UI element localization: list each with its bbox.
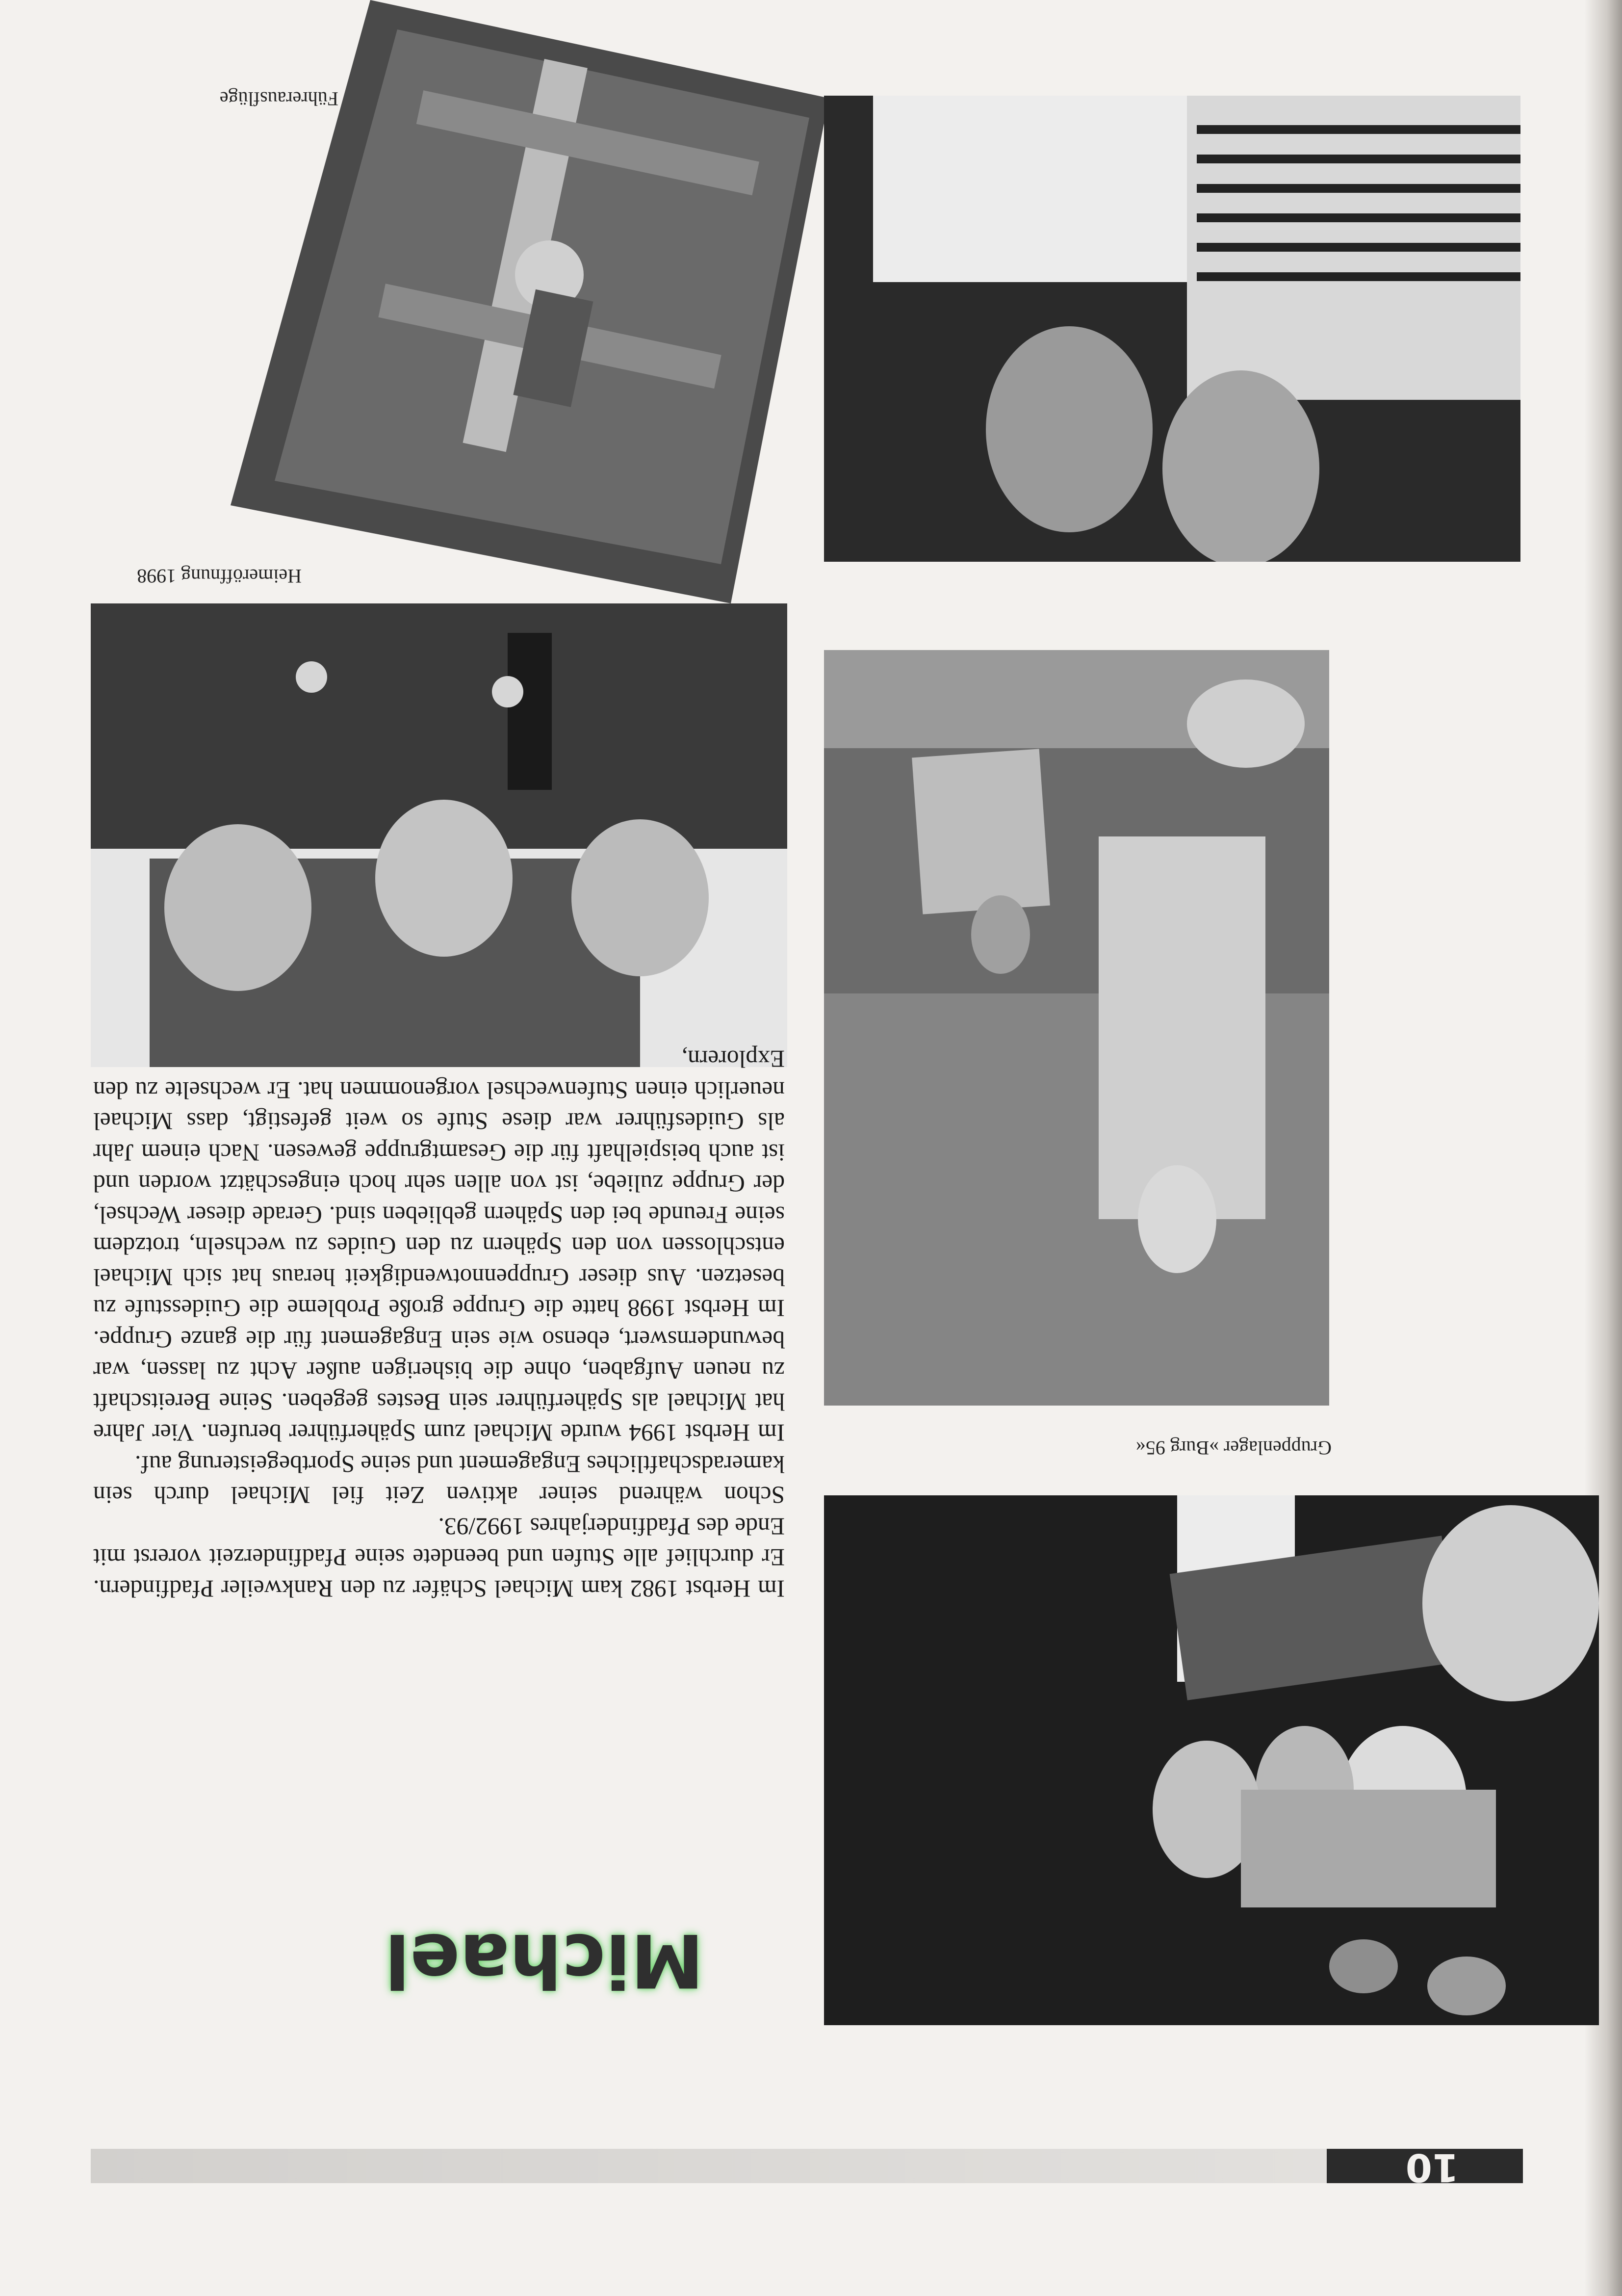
caption-gruppenlager-burg: Gruppenlager »Burg 95« (1135, 1437, 1332, 1459)
caption-fuehrerausfluege: Führerausflüge (219, 88, 338, 110)
caption-heimeroeffnung: Heimeröffnung 1998 (137, 565, 302, 587)
photo-heimeroeffnung-image (91, 603, 787, 1067)
photo-two-people-image (824, 96, 1520, 562)
page-number: 10 (1405, 2145, 1459, 2189)
footer-bar (91, 2149, 1327, 2183)
photo-gruppenlager-burg-image (824, 650, 1329, 1406)
paragraph-1: Im Herbst 1982 kam Michael Schäfer zu den Rankweiler Pfadfindern. Er durchlief alle Stufen und beendete seine Pfadfinderzeit vorerst mit Ende des Pfadfinderjahres 1992/93. (93, 1513, 785, 1602)
paragraph-2: Schon während seiner aktiven Zeit fiel Michael durch sein kameradschaftliches Engagement und seine Sportbegeisterung auf. (93, 1451, 785, 1509)
photo-group-evening (824, 1495, 1599, 2025)
photo-two-people (824, 96, 1520, 562)
photo-group-evening-image (824, 1495, 1599, 2025)
paragraph-3: Im Herbst 1994 wurde Michael zum Späherführer berufen. Vier Jahre hat Michael als Späherführer sein Bestes gegeben. Seine Bereitschaft zu neuen Aufgaben, ohne die bisherigen außer Acht zu lassen, war bewundernswert, ebenso wie sein Engagement für die ganze Gruppe. Im Herbst 1998 hatte die Gruppe große Probleme die Guidesstufe zu besetzen. Aus dieser Gruppennotwendigkeit heraus hat sich Michael entschlossen von den Spähern zu den Guides zu wechseln, trotzdem seine Freunde bei den Spähern geblieben sind. Gerade dieser Wechsel, der Gruppe zuliebe, ist von allen sehr hoch eingeschätzt worden und ist auch beispielhaft für die Gesamtgruppe gewesen. Nach einem Jahr als Guidesführer war diese Stufe so weit gefestigt, dass Michael neuerlich einen Stufenwechsel vorgenommen hat. Er wechselte zu den Explorern, (93, 1045, 785, 1447)
photo-heimeroeffnung (91, 603, 787, 1067)
photo-gruppenlager-burg (824, 650, 1329, 1406)
article-title: Michael (385, 1917, 704, 2003)
article-body (93, 1045, 785, 1604)
